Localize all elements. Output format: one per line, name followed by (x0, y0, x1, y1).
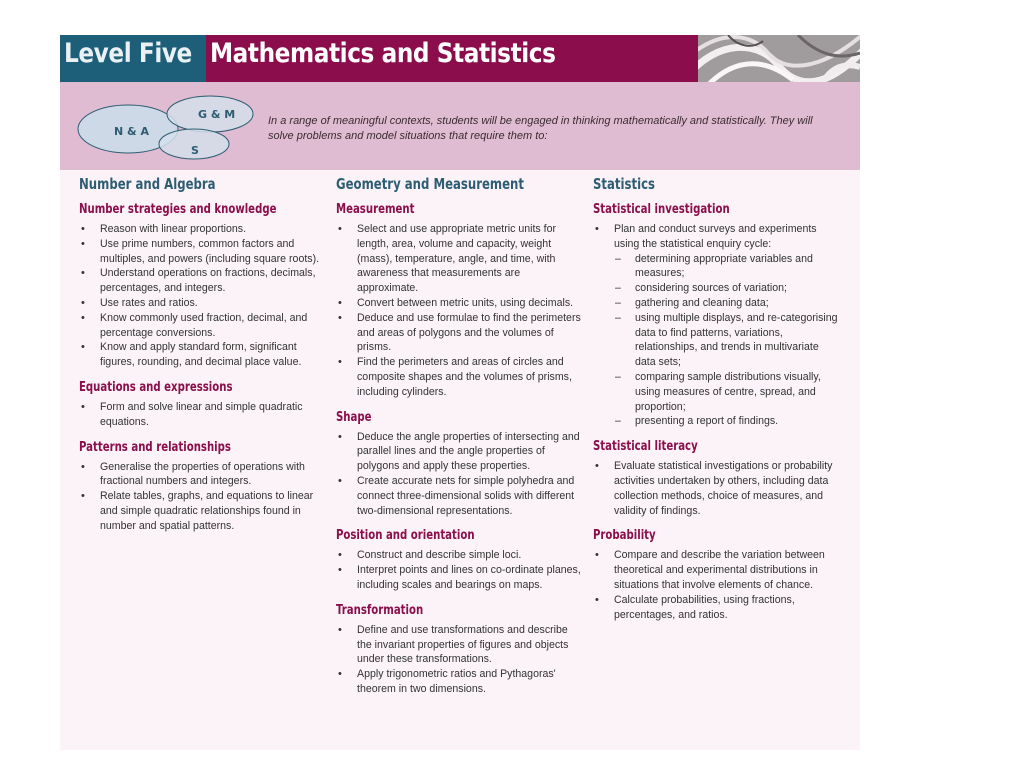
section-heading: Shape (336, 409, 372, 425)
list-item: • Generalise the properties of operations with fractional numbers and integers. (79, 460, 324, 490)
section-heading: Statistical literacy (593, 439, 698, 455)
list-item: • Select and use appropriate metric units for length, area, volume and capacity, weight (mass), temperature, angle, and time, with awareness that measurements are approximate. (336, 222, 581, 296)
section-heading: Transformation (336, 602, 424, 618)
list-item: • Compare and describe the variation between theoretical and experimental distributions in situations that involve elements of chance. (593, 548, 838, 592)
section-measurement (336, 202, 581, 400)
list-item: • Understand operations on fractions, decimals, percentages, and integers. (79, 266, 324, 296)
list-item: • Convert between metric units, using decimals. (336, 296, 581, 311)
sub-list-item: – determining appropriate variables and measures; (593, 252, 838, 282)
curriculum-page (60, 35, 860, 750)
list-item: • Find the perimeters and areas of circles and composite shapes and the volumes of prisms, including cylinders. (336, 355, 581, 399)
list-item: • Create accurate nets for simple polyhedra and connect three-dimensional solids with different two-dimensional representations. (336, 474, 581, 518)
sub-list-item: – presenting a report of findings. (593, 414, 838, 429)
list-item: • Plan and conduct surveys and experiments using the statistical enquiry cycle: (593, 222, 838, 252)
page-title: Mathematics and Statistics (210, 38, 556, 69)
section-probability (593, 528, 838, 622)
section-heading: Number strategies and knowledge (79, 202, 277, 217)
intro-band (60, 82, 860, 170)
column-title-geometry-measurement: Geometry and Measurement (336, 175, 524, 193)
section-heading: Statistical investigation (593, 202, 730, 217)
list-item: • Interpret points and lines on co-ordinate planes, including scales and bearings on maps. (336, 563, 581, 593)
list-item: • Form and solve linear and simple quadratic equations. (79, 400, 324, 430)
list-item: • Define and use transformations and describe the invariant properties of figures and objects under these transformations. (336, 623, 581, 667)
list-item: • Reason with linear proportions. (79, 222, 324, 237)
section-heading: Measurement (336, 202, 415, 217)
list-item: • Relate tables, graphs, and equations to linear and simple quadratic relationships found in number and spatial patterns. (79, 489, 324, 533)
venn-label-gm: G & M (198, 108, 236, 121)
venn-label-s: S (191, 144, 199, 157)
section-heading: Position and orientation (336, 528, 475, 544)
sub-list-item: – gathering and cleaning data; (593, 296, 838, 311)
statistics-column (593, 175, 838, 632)
column-title-number-algebra: Number and Algebra (79, 175, 216, 193)
section-shape (336, 410, 581, 519)
decorative-pattern (698, 35, 860, 82)
section-equations (79, 380, 324, 430)
sub-list-item: – considering sources of variation; (593, 281, 838, 296)
title-header (206, 35, 698, 82)
list-item: • Calculate probabilities, using fractions, percentages, and ratios. (593, 593, 838, 623)
section-heading: Equations and expressions (79, 379, 233, 395)
section-number-strategies (79, 202, 324, 370)
section-statistical-literacy (593, 439, 838, 518)
list-item: • Know commonly used fraction, decimal, and percentage conversions. (79, 311, 324, 341)
list-item: • Use prime numbers, common factors and multiples, and powers (including square roots). (79, 237, 324, 267)
sub-list-item: – comparing sample distributions visually, using measures of centre, spread, and proportion; (593, 370, 838, 414)
strand-venn-diagram (76, 92, 256, 162)
section-heading: Probability (593, 528, 656, 544)
venn-label-na: N & A (114, 125, 149, 138)
list-item: • Evaluate statistical investigations or probability activities undertaken by others, including data collection methods, choice of measures, and validity of findings. (593, 459, 838, 518)
section-transformation (336, 603, 581, 697)
section-statistical-investigation (593, 202, 838, 429)
list-item: • Deduce the angle properties of intersecting and parallel lines and the angle properties of polygons and apply these properties. (336, 430, 581, 474)
geometry-measurement-column (336, 175, 581, 707)
section-heading: Patterns and relationships (79, 439, 231, 455)
number-algebra-column (79, 175, 324, 544)
sub-list-item: – using multiple displays, and re-categorising data to find patterns, variations, relationships, and trends in multivariate data sets; (593, 311, 838, 370)
section-position-orientation (336, 528, 581, 592)
level-title: Level Five (64, 38, 192, 69)
section-patterns (79, 440, 324, 534)
column-title-statistics: Statistics (593, 175, 655, 193)
list-item: • Apply trigonometric ratios and Pythagoras' theorem in two dimensions. (336, 667, 581, 697)
list-item: • Construct and describe simple loci. (336, 548, 581, 563)
list-item: • Know and apply standard form, significant figures, rounding, and decimal place value. (79, 340, 324, 370)
level-header (60, 35, 206, 82)
list-item: • Deduce and use formulae to find the perimeters and areas of polygons and the volumes of prisms. (336, 311, 581, 355)
list-item: • Use rates and ratios. (79, 296, 324, 311)
intro-text: In a range of meaningful contexts, students will be engaged in thinking mathematically and statistically. They will solve problems and model situations that require them to: (268, 115, 813, 142)
